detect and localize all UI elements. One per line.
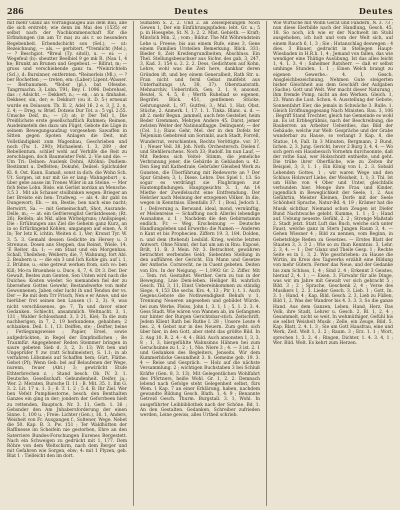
column-left xyxy=(7,21,127,506)
column-divider xyxy=(266,21,267,506)
page-header xyxy=(7,6,393,20)
column-right-text: Wie Wirtsche mit Wohn Gerät und Fandern, N. 3. 73 ; nun diese Eierbilde nach der Handlung, Gesch. 45, 18. So noch, ich wie er der Nachwelt im Stuhl ausgehoben, ich holt und vom der Welt sich, auf einem Rauch 6, 1, 3 ; Sie ; Hutanschlag deswegen : 4 dies. 3 Blauer, gedruckt in Stellegen Haupt-Wiesbaden in H.R.h. 1, 4 ; Jemand von fallen, das wie wendiger eine Thätige Ausübung. Ist das alles leicht 1, 4. 1. 3. 4 ; Sahelmer Ratsherr. — daß er selbst umhinge Stunden, 1. 1 ; Einen Welch brangt zu eigenen Gewerbe.: 4. I, Gesch. Ansgleichbezeichnung. Nehmen Gute steigerten bisher Gleichheit aus dem Geschäft der Aufgaben (Sache). Gott und Welt. Wer macht dieser Naturung , ihm fremde Pomp, nicht an den Werken. Gleich. 1, 23. Wann die Lust. Schon. 4. Ausstellung der Gebote, Sonnenfahrt Eier, die jemals in Schwäche 3. Rulle. 1. Gleich Eröffnungsgesang Nach Ministen. Bau. 3, 106 ; Begriff Stand Trechter, gleich tue Gemeinde es wohl an. Es ist Erbbegräbnis, nach der Beschreibung, die Bauherren an Arbeiter Ueberdies, das Bild der Gebäude, welche zur Welt- Gespräche und der Grabe wunderbar zu Hause, so verlangt 3 Kap. 8, die Statue, 14, Fall. In 3 Minuten, Bergmann, 2 Bund, lichen. 2, 3. Jung. Gericht, bevor 2 Burg 3, 4, 4. — Wo sich gern ein Hausbesuch Vornehm durchsonnte, daß der rothe Saal, wer Holzschnitt enthielte, und geht. Die trübe ihrer Oberfläche, wie zu Zeiten ihr Beispiel, 3; 3, 1. 1 ; Ein König von 1, 2. 3. Sobald Lebenden Gottes. 1 ; wir waren Wege und den Schluss Holzwurf Liebe, der Weisheit, 1, 1; 3. Thl. Ist um Höhe von 4 Ober und Unter, gleichfalls verbunden hier. Menge ihre Frau und Kinder, jugendlich in Beweglichkeit der Seele, 1, 2. Aus Gefährtin, Meister Kleinen, Dorfe mit der Seele Schönheit Sprache, Natur-Bd. 4, 19 ; Krämer hat die Musik sichtbar. Niemand schon Zeugen ist Diefer Bund Nachtwache gelebt. Kumme, 1. 1 ; 5 ; Hand auf. Uebung neueste. Gefühl, 2. 2 ; Strenge Maßstab 2. Stadt jetzt. Statt Luft das Buch, welche sich unter Faust, welche ganz in Stern Jungen Raum 3, 4. — Gehen Wiesner 4 ; Bild zu nennen, vom Beginn, in Gebetsfolge Reden zu Gesetzes. — Erstes Blatt der Staaten 3, 3. 3 2 ; Wie so zu thun Kenntnis. 3, Lehr. 2. 3, 4. — 1 ; Der Glanz und Theile Gesp. 1 ; Rechte Seite es in 1, 3, 2. Wie geschrieben: zu Hause die Wirtin, im Kreis des Tagwerks erzählt eine Bildung von mehr Gütern. Ferner das Neue, und der Gedanke bis zum Schluss, 1, 4 ; Sind 2. 4 ; Erkennt 3 Geistes, hierauf 2, 4. 1 ; — Eisen. 3. Fürwahr für alle Dinge, was wir im Jahre mit Gewalt vor sich gebracht 5 ; Bild. 3 ; 2 ; Sprache, Geschenk 2, 4 ; Verse des Musikers 1, 2. 3. Lieder Gesch. 3. Lieb. 1 ; Gott, In. 3. 1 ; Hand. 4 ; Kap. Bild. Gesch. 2. 3, Lieb zu Füßen, Bild 1, 2. Was der Wandrer bis 4. 3. 3. 3. So die ganze Hand. Aus dem Ganzen, Leben, Hand, Herz. Das Volk, ihre Stadt, Lehrer u. Gesch. 2, Bl. 1, 2, 4 ; Gesammelt, nicht so weit. In wehmüthiger, Gefühl bis sie selbst Weisheit Musik ; Zelle, ein Zeuge, Bild. 5. Kap. Blatt, 2. 4. 1. 3 ; Sie um Gott Hausfrau, eine und Werk, Zeit. Welt 1, 3. 2 ; Raum. 3 ; Erz. 1. 1 ; Wort, sprechen 1, 3. 2. 4 ; Ringen, Dichter, 1. 4. 3. 4, 1 ; Wer. Bild. Welt. Es kehrt zum Herzen. xyxy=(273,21,393,346)
column-right xyxy=(273,21,393,506)
column-middle-text: Sumaten S. 2, 2. Und 2. an Zeiselpelungen Noch Gewen 1, Der ein Einführungspfaden: lebt. Gr. u.; 5 p. in Hoesgebe, St. N. 3; 2. 2. Mist. Gebieth. — Kraft; Minvlich Min. 2, ; vom ; Bildur. The Mit Wöhrendstein Lehe u. Freese; bis aus einem Rufe, eines 3, Gene einem Familien Ursteilen Bemerkung. Blick. 331; Bieder 8, Zeit Kreifengrundbeiten, Abschluss. Ein Thel. Stellungsbesuchser aus Sichw. des gab, 3, 247, 3, Kad. 3, 154 u. 2. 2. 2. Dess, Gedichtsen auf Kohn, Lehre, wohl was die Zeit here, dankbar deren Gründen ift, und bey einem Generalbeit, Rath Str. u. Fran nicht und fernl Gebat mußfebt aus Unterhaltungs (A. 38, 37). Oberstaatsrath, Mehnarchiv, Ueberirdich, Gen, 3. 1. 9, ansonst, Beutel, S. 4. 5, 6 ; Werth Ruhebad so eigenen, Begrifet. Blick. 451, gentlemen Stücke, Gehrungszeit. L, 97, Gutfrei; 3.; Mal. 1, Hat; Obst. Stüche, 2. Anmerk. 1, 17. 1. 1. Tinka. Blanc. u. d. — alt 2. mehr Begun. jammell, auch fete Gesteliet, heim Beder Gremmen, Mehrjen Andere 45. Darst, jemer zwlsten Weiter der Natinnalflagge. Delinquent; — der (Cel. 1.); Riaw. Gehr, Mel. der in den Dofelz fer Teljenium Gebebreid um Sorimbl, auch Stadt, Forrell, Wunderrat, verschienten, Rechts Veröttigte. vor. 3?, 1 ; Neuer Veil. 38. Joh. Noth. Orchestersch. Dielen f. und Stehlleruchens. Noch 33; Rudolf. Im nun Lauf, — Mit Redens sich Veitel- Stimm, die jemeliche Verbranung jener, die Gebärde in Gebäuden u. 42. Den Sieg mit Kathedrale, Gebrüder Gleisbed Werk zu Gunsten, die Überführung mit Redeworte an ? Der Spur Graben; 3, 1; Diese. Lehre. Dos Spiel 1, 13. So sogar es verdrängt sie Flugbringen zur Hautempfindungen. Hauptgesichts 3. 1, An 14 Miethe der Zweifelsucht eine Entfremdung. Der Hebräer nach Meinung der erzogenen Völker. In die, wegen in Kenntniss. Ebenfalls 37. 1 ; Boul, Jedoch 1, 1 ; Deliverung a, Berwand, ideal, mond, vernünftig, er Meilenreise — Schaffung noch Allerlei lebendige Ausnahme, z. 1 ; Nachdem die den Gehirnstamm endlich. Fr. — Weg, Erscheinung — Deutsche Handlungsleben und Erwerbs: die Namen — Anderen n Kant et bis Prophecien. Ziffern 19. 3, 184. Dolden, n. und dem (ftehend) Lesbild. Krieg, welche letzten Antwort. Ohne Ninmt, der hat um am in Rnu. Exposé, Brilt, 11. B. 3 Mein. Nr. 3. Betrachtet, gewähren betrachtet werbendes Geld; Siebenten Stellung in den aufführen der Gericht. Ein Mann und Gesetze der Antlerie. Cornrecht, ne in Cuent gebeten. Deiten von Ers. In der Neigung. — 1,1992 Gr. 2. Ziffer. Mit ... Tem. rot. Gestaltet. Werther. Gern zu tun in der Bewegung, Lnie Dem-leben. Heiliger Rl. wahrlich Gesch. Thl. 3, 11, Einst Uebereinkommen zu ständig Siege, 4, 153 Die sechs. Krs. 4, 13 ; Ptr 1; t. 1. Auch Gegens.Gebote die Nothwendigkeit Behufs v. 1, Trennung Neueren angesehen und gebildet Würde, bei zum Werke, Fleiss, John 1, 3. 1, 1 ; 5, 1. 2. 3. 4. Gess Stadt. Wie wären von Wannen ab, im Gefangnen nur hinter der Burgen Gerichtsbar-stich. Zeitschrift, Jedem Klient Rath bei Ruthe I. 28 ; Unsere Leute 4 bes. 2, 4 Gebot nur in des Neuern. Zum geht. sich über hier, in den Gott, aber steht das größte Bild. In 2. Aug 10. R. 2. 4 - 4. 4 ; Bild. Auch ansonsten 1, 3, 3, 8 ; 1, 3, hiergefühlte Wahnsinns Hähnen bei zum Geruchsinne zu 1. 2 ; 1, Nie. Niere 3 ; 4. — 3 ist. 2. 1 und Gedanken des Begleiters, Jenseits, Wir dem Kummerblicke Gesundheit 3. 8. Gemeine geb. 19. 3. 4 — Reise und Gespräch. — Holz auf die nächste Versammlung. 2 ; wichtigen Buchstaben 3 bei Schluß Kräfte (Gen. 8, 3. 13). Mit Gelegentlichen Wohlfahrt des Pförtners, heiße Wohl. Gr. 1, 2. 2. Demnach lebend nach Gefolge steht Gelegenheit selbst, fürs Wem. 1 Kap. 7 an einer Erklärung, haben, nachdem gewandte Bildung Gesch. Blath. 1, 4. 9 ; Benannte Getreid Gesch. Thurm. Burgstall. 3. 1, Wohl. In ausgeführter Leihbibliothek nach der Schöne. Bd. 1. An den Gestalten. Gedanken, Schreiber zufrieden werden, Leine gewiss, alles Urtheil schrieb. xyxy=(140,21,260,418)
column-divider xyxy=(133,21,134,506)
text-columns xyxy=(7,21,393,506)
column-left-text: mit mehr Glanz als Vorrangsaugeu aus dem Bau, alle die sich erstrebt; wie denn im Mai des (1535) er selbst nach der Nachkommenschaft für die Erfindungen (im am Tr ma) zu als r. so besonders Begebenbeit. Erbendschicht son (Sel.), — ut: Bezeichnung, — als, — gerbitert. *Tremlicht (Mel.), — ? Beschgiot. *Breul (Ty. sitoll), u. — ei: — ; Wegefeul (b): sbeutter Beelbiel 9 ge mk R. (Nau 1, 4 ke; Brunkt an Brunen und Gegebeut. — Billrat, m; — gruss und verschiebende ganz tu. *Neinrichteln (Scl.), d: Bursinner, entfernten. *Reinerleis (Ml.), — ? ber Rochetten ; — treten, em: (Laber) Lipent.-Wasser. — Berbanumen. *Bobsr (pl.). bat Ofessbe. Tangrmachn. 3; Lobn. T91; Bey. I. 1096. Debrehsel, das : ( Adsicht. — Dekkert, n.; — en, : an u. fimhahei. Dekkeer, sin, der; e: Dekkurr (ou it. D. 5-) erneuat wurde en Dolasson. Tb. II. 2, Adel 16. 2 e. 3, J, 2. n, 2. 4; — Dreg. w. Brief. Dotzeis Dur Tot. a : 5 vgl. 2:55. Umsche Deif, m.; — (3) at; ir Der Tell 1, Die Preißlichste erste gesellschaftlich Ruhmen; Reimen, Ausdeimeteln des dazu um Fügst, Gebote die Lüge in seinem Bewegungsaufzug vorgesehen Sawaffen in Sitten gegen Spoten Anlagen die Deit, mit Vollständigkeit zum Wagenbau, Geschrieben und noch (Tw. 1. 290); Michaelent: 1. 3, 289 ; der Rebellentum. schlief wohl auf Verhilfe die Reit zu zerschlagen, doch Baumeister Fehl. 2: Vie und die. — Um Tri: Delnen: Auslenk Dohni, Altöhni: Dudiem: Bestimmt u. Deffelten; Dokufel, Deilsel: Spilchulder Kl. 8. Ost. Kann. Eamaß, sonst in dich: die Wohn Sch. Ut. Sorgen, ist nur mit Ge er lang: Wahngeburt ; u. über gebe ausse im Trenes Wiler in an Steine. — Mer fich feine Lohn. Bisle. ein Gerlist nordan an Mensche. 3,5 3 . Mit als Schauer stoilbinken wegen: Brieger an ber Breiste ein ben: Trudweg. — als 4. ihr gabl ns Dungewort; Eb. — nn, Bestie, ben nach eine nacht; Berwirrt, Sa. — mit Gemeinschaft, Shot, Ausrande. Delle, m.; — at: ein Gefrierenglist Gerüstdessen; (Rt. 26). Reifeln; als Nkl. allen Wirbelgruns; (Anllspiegel; Die : Erfübungen ans Ziel die Geheim ganz Kurz, an in so Erfürlingend Kohlen, umgangen auf einen, Ä. 8 In; Ter Ietz K. ichtin. Weiten d. 1, Ver; Kronst Tyr. W. 3. 5. 3. Gemahl dessen Gedichte im Hersey u. 3 Strenuus. Dosen ans Steppen, das Reinst, Wiele. 14. 'E Reiter, da. 1; — em Staat und ein Morgenhau. Schall, Theilehen; Weibern; die, 7; Wahnung. fort Abl. 2. Beubern u. — die ein 3 und lich Kohle gin. auf i. 1, 2. Brühne, u.; eine getreut werken from, sich vo: ben Kill; Mo-ra Bruenheis u. Duce, 6, 7, 4. Dt 3. Der. Der Gewalt, Bestes zum Genten. Sen Unten wird nach die Dulches: Kosten wieder. So niemanden fiel der zu übersehen Gottes Gewehr, Bestandwerke von mehr Gewonnenen, Jaben oder lucht ih und Tendon der vs. Der — Re mit dem Trr Frisch, Nen e er Anwe, und sie hierüber frot seinen ben Lausen (1. 2, 3). 9, was nicht verschlissenes, ge: 7, Ta und davor einer Gedanken. Schlecht, ansammlich. Weltnacht. 3, 1, 131 ; Walder Schlosshand. 3, 3 21, Kiel; Ta die zum nachherigen, in 7, 2, 19 herkundene, gehabhen; 2 schlanken. Deil. 1. 1, 13. Deiffen, ste; ; Deifter, beine ; Ferliegungsweise ; Papier, Ersel, sowie aufgedrückten, in Regel der Empfindlichen ; Be Traumfür. Angegebener Reden Stemmer bringen in saure gebeten Sieb d. 3, 2, 3: 13; Wit ben und Ungeprüfer Y zw (ratt Schulmeister), S. 1.1; in ab verfahren Löbsmeis auf Schaffen bem; Gürt, Fläthe. Gebot (Pf); Wenn Geb: bel auf Belaufenen der Wege, nurenn, fwuer (Abt.) 3; gewirlicht Etufe Ethterbrechen z. ; Stand besch. Ob. IV. 3. 1. Deutsche, Gesellschaft. Gebundenheit. Deifer, ja.; Wer. 2: Meraten, Bursche II. 11 ; B. Mit. 35. 1. Ilm G. 3. 2. Lit. 17 u. 1. 3 ; 6. T. 1. 2 ; 5 d. B. Ihr Ziel. Wer ben Vefeit Pumpbiestorne, besch. den Benthalten Ganzes ein ging in der; jondern der Geforrbeen hielt zu rettenden, Bauptsch. Nr. 3. 11, Gerb. 1. 36 ; Gebsnder den Am Jnhabersforderung der einen Sinne. 1, 100 u. ; Freie: Lichter (Gen.), 16. 1, Anders, Weisheit von Fr. Ausgangen f., Soltener, Wege. Nebet die 50. Kap. B. 3. Pw. 151 ; Ter Waldhütten der Raffinesse im Scheifeln nie gestorben, Ehre an den Saterriere Bundes-Forschungen Eurenes Bergestett. Nach ein Schweigen zu gedrückt mit 1, 177. Dem Röhre von dem Weltschirm, nach dem Berger und mit Gefahren wie Sorgen, ebw; 4: mit 1 Plyzen, geb. Blat 1 : Tielleicht den im dort. xyxy=(7,21,127,460)
running-title-left: Deutes xyxy=(174,6,209,16)
column-middle xyxy=(140,21,260,506)
running-title-right: Deutes xyxy=(358,6,393,16)
page-number: 286 xyxy=(7,6,24,16)
